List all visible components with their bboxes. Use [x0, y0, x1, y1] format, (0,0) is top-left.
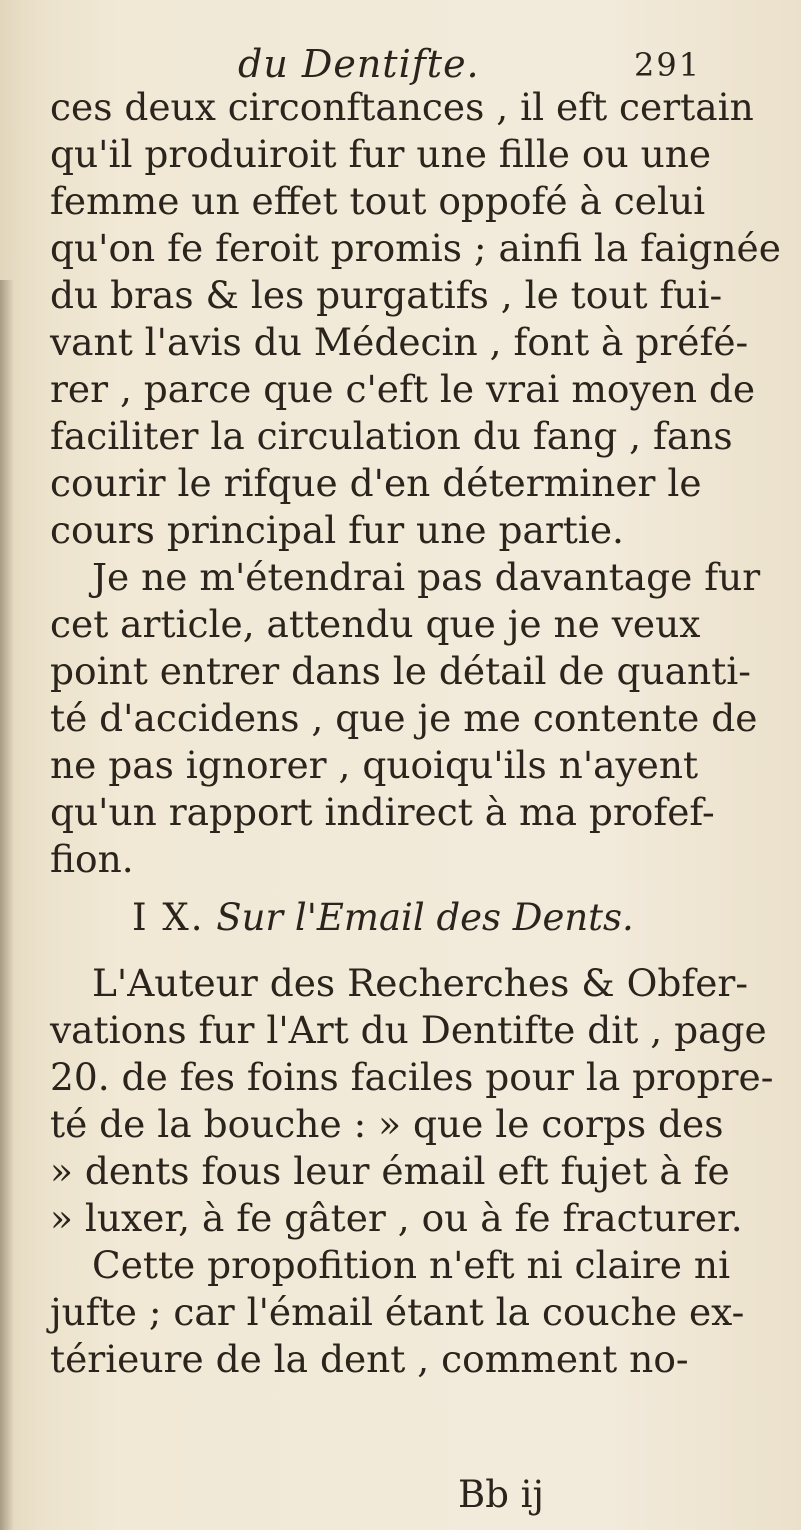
running-title: du Dentifte.: [238, 42, 480, 86]
text-line: point entrer dans le détail de quanti-: [50, 649, 751, 693]
section-number: I X.: [132, 896, 205, 939]
signature-mark: Bb ij: [458, 1473, 544, 1516]
text-line: cet article, attendu que je ne veux: [50, 602, 701, 646]
text-line: té d'accidens , que je me contente de: [50, 696, 758, 740]
text-line: qu'on fe feroit promis ; ainfi la faignée: [50, 226, 781, 270]
paragraph-first-line: Je ne m'étendrai pas davantage fur: [92, 555, 761, 599]
text-line: cours principal fur une partie.: [50, 508, 624, 552]
page-gutter-shadow: [0, 280, 14, 1530]
text-line: 20. de fes foins faciles pour la propre-: [50, 1055, 774, 1099]
text-line: » dents fous leur émail eft fujet à fe: [50, 1149, 730, 1193]
paragraph-first-line: Cette propofition n'eft ni claire ni: [92, 1243, 731, 1287]
text-line: faciliter la circulation du fang , fans: [50, 414, 733, 458]
text-line: jufte ; car l'émail étant la couche ex-: [50, 1290, 745, 1334]
text-line: qu'un rapport indirect à ma profef-: [50, 790, 715, 834]
section-heading: [132, 895, 634, 941]
text-line: rer , parce que c'eft le vrai moyen de: [50, 367, 756, 411]
text-line: ces deux circonftances , il eft certain: [50, 85, 754, 129]
text-line: femme un effet tout oppofé à celui: [50, 179, 706, 223]
text-line: qu'il produiroit fur une fille ou une: [50, 132, 712, 176]
text-line: vant l'avis du Médecin , font à préfé-: [50, 320, 749, 364]
text-line: du bras & les purgatifs , le tout fui-: [50, 273, 723, 317]
text-line: fion.: [50, 837, 134, 881]
section-title: Sur l'Email des Dents.: [216, 896, 634, 939]
text-line: térieure de la dent , comment no-: [50, 1337, 689, 1381]
text-line: courir le rifque d'en déterminer le: [50, 461, 702, 505]
page-number: 291: [634, 46, 702, 84]
text-line: té de la bouche : » que le corps des: [50, 1102, 724, 1146]
text-line: » luxer, à fe gâter , ou à fe fracturer.: [50, 1196, 743, 1240]
text-line: ne pas ignorer , quoiqu'ils n'ayent: [50, 743, 699, 787]
paragraph-first-line: L'Auteur des Recherches & Obfer-: [92, 961, 748, 1005]
text-line: vations fur l'Art du Dentifte dit , page: [50, 1008, 767, 1052]
